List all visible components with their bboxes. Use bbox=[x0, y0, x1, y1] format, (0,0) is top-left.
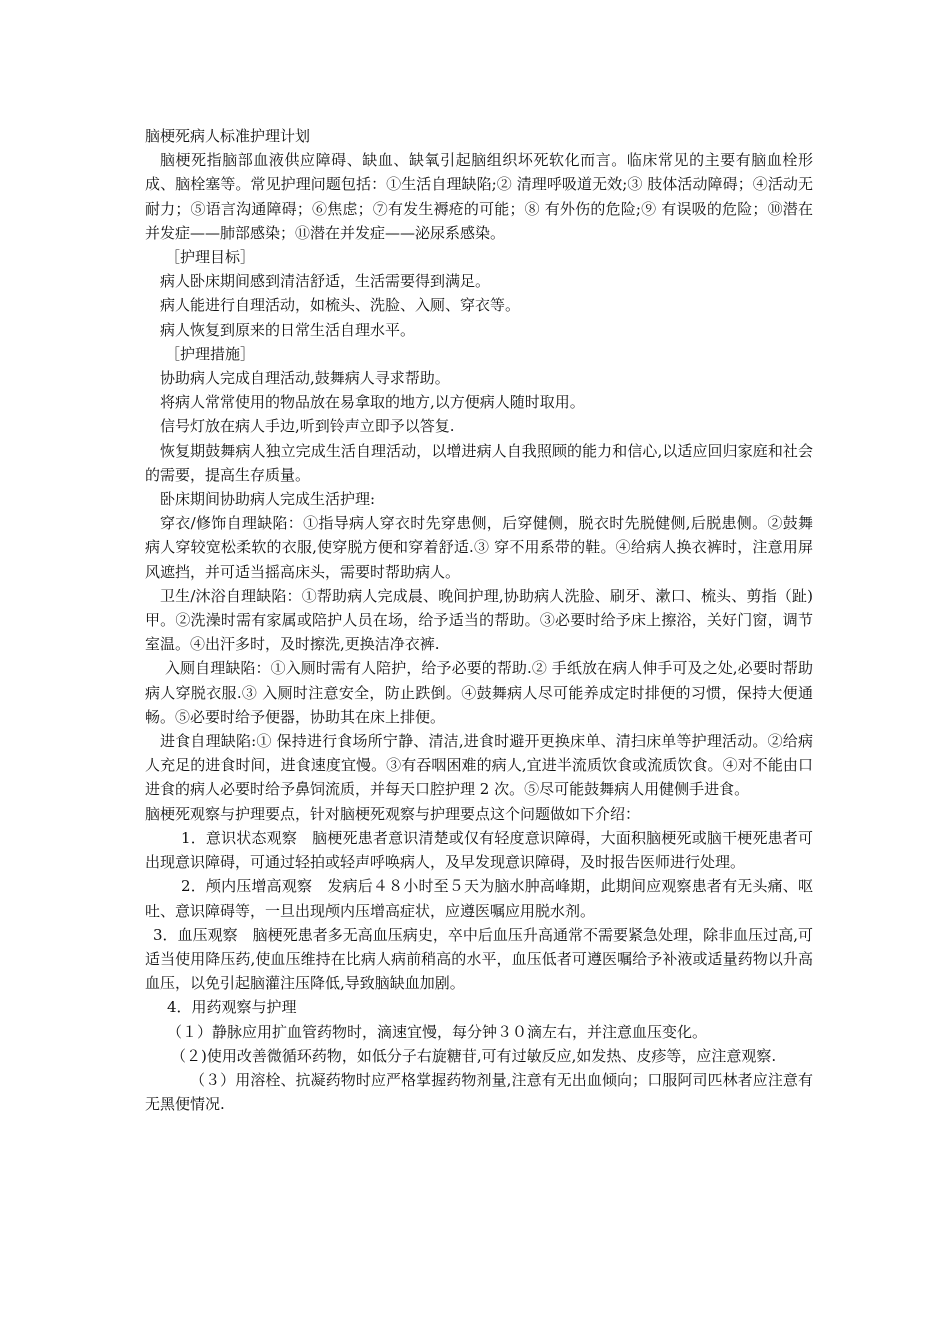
paragraph-observation-3: 3．血压观察 脑梗死患者多无高血压病史，卒中后血压升高通常不需要紧急处理，除非血压过高,可适当使用降压药,使血压维持在比病人病前稍高的水平，血压低者可遵医嘱给予补液或适量药物以升高血压，以免引起脑灌注压降低,导致脑缺血加剧。 bbox=[145, 925, 813, 993]
paragraph-medication-1: （１）静脉应用扩血管药物时，滴速宜慢，每分钟３０滴左右，并注意血压变化。 bbox=[167, 1022, 708, 1041]
paragraph-goal-2: 病人能进行自理活动，如梳头、洗脸、入厕、穿衣等。 bbox=[160, 296, 521, 315]
paragraph-measure-5: 卧床期间协助病人完成生活护理: bbox=[160, 490, 376, 509]
paragraph-intro: 脑梗死指脑部血液供应障碍、缺血、缺氧引起脑组织坏死软化而言。临床常见的主要有脑血栓形成、脑栓塞等。常见护理问题包括：①生活自理缺陷;② 清理呼吸道无效;③ 肢体活动障碍；④活动无耐力；⑤语言沟通障碍；⑥焦虑；⑦有发生褥疮的可能；⑧ 有外伤的危险;⑨ 有误吸的危险；⑩潜在并发症——肺部感染；⑪潜在并发症——泌尿系感染。 bbox=[145, 151, 813, 242]
paragraph-hygiene: 卫生/沐浴自理缺陷：①帮助病人完成晨、晚间护理,协助病人洗脸、刷牙、漱口、梳头、剪指（趾)甲。②洗澡时需有家属或陪护人员在场，给予适当的帮助。③必要时给予床上擦浴，关好门窗，调节室温。④出汗多时，及时擦洗,更换洁净衣裤. bbox=[145, 586, 813, 654]
paragraph-goal-1: 病人卧床期间感到清洁舒适，生活需要得到满足。 bbox=[160, 272, 491, 291]
paragraph-goal-3: 病人恢复到原来的日常生活自理水平。 bbox=[160, 320, 416, 339]
paragraph-medication-2: （２)使用改善微循环药物，如低分子右旋糖苷,可有过敏反应,如发热、皮疹等，应注意观察. bbox=[171, 1046, 777, 1065]
paragraph-dressing: 穿衣/修饰自理缺陷：①指导病人穿衣时先穿患侧，后穿健侧，脱衣时先脱健侧,后脱患侧。②鼓舞病人穿较宽松柔软的衣服,使穿脱方便和穿着舒适.③ 穿不用系带的鞋。④给病人换衣裤时，注意用屏风遮挡，并可适当摇高床头，需要时帮助病人。 bbox=[145, 514, 813, 581]
paragraph-measure-2: 将病人常常使用的物品放在易拿取的地方,以方便病人随时取用。 bbox=[160, 393, 585, 412]
paragraph-measure-3: 信号灯放在病人手边,听到铃声立即予以答复. bbox=[160, 417, 455, 436]
document-page bbox=[145, 124, 813, 1116]
section-heading-goals: ［护理目标］ bbox=[165, 248, 256, 267]
paragraph-toileting: 入厕自理缺陷：①入厕时需有人陪护，给予必要的帮助.② 手纸放在病人伸手可及之处,必要时帮助病人穿脱衣服.③ 入厕时注意安全，防止跌倒。④鼓舞病人尽可能养成定时排便的习惯，保持大便通畅。⑤必要时给予便器，协助其在床上排便。 bbox=[145, 659, 813, 726]
paragraph-observation-1: 1．意识状态观察 脑梗死患者意识清楚或仅有轻度意识障碍，大面积脑梗死或脑干梗死患者可出现意识障碍，可通过轻拍或轻声呼唤病人，及早发现意识障碍，及时报告医师进行处理。 bbox=[145, 828, 813, 872]
paragraph-feeding: 进食自理缺陷:① 保持进行食场所宁静、清洁,进食时避开更换床单、清扫床单等护理活动。②给病人充足的进食时间，进食速度宜慢。③有吞咽困难的病人,宜进半流质饮食或流质饮食。④对不能由口进食的病人必要时给予鼻饲流质，并每天口腔护理 2 次。⑤尽可能鼓舞病人用健侧手进食。 bbox=[145, 732, 813, 799]
section-heading-measures: ［护理措施］ bbox=[165, 344, 256, 363]
paragraph-medication-3: （３）用溶栓、抗凝药物时应严格掌握药物剂量,注意有无出血倾向；口服阿司匹林者应注意有无黑便情况. bbox=[145, 1070, 813, 1114]
document-title: 脑梗死病人标准护理计划 bbox=[145, 127, 311, 145]
paragraph-observation-2: 2．颅内压增高观察 发病后４８小时至５天为脑水肿高峰期，此期间应观察患者有无头痛、呕吐、意识障碍等，一旦出现颅内压增高症状，应遵医嘱应用脱水剂。 bbox=[145, 877, 813, 920]
paragraph-measure-1: 协助病人完成自理活动,鼓舞病人寻求帮助。 bbox=[160, 369, 450, 388]
paragraph-observation-intro: 脑梗死观察与护理要点，针对脑梗死观察与护理要点这个问题做如下介绍： bbox=[145, 804, 641, 823]
paragraph-measure-4: 恢复期鼓舞病人独立完成生活自理活动，以增进病人自我照顾的能力和信心,以适应回归家庭和社会的需要，提高生存质量。 bbox=[145, 441, 813, 484]
paragraph-observation-4: 4．用药观察与护理 bbox=[167, 998, 297, 1017]
